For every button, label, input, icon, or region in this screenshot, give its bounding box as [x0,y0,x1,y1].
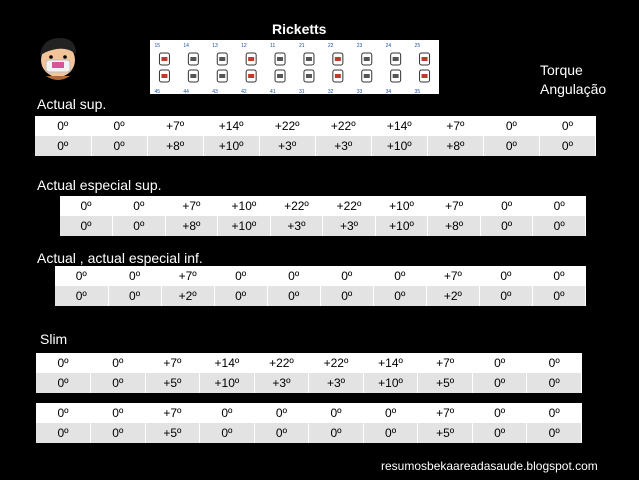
values-table [60,196,586,236]
table-cell: 0º [320,266,373,286]
footer-url: resumosbekaareadasaude.blogspot.com [381,459,598,473]
table-row [36,423,582,443]
bracket-slot-icon [306,57,312,61]
table-cell: +7º [165,196,218,216]
table-cell: +22º [315,116,371,136]
tooth-number-bottom: 41 [270,89,276,94]
table-cell: +22º [309,353,364,373]
table-row [35,136,596,156]
table-cell: +10º [375,216,428,236]
bracket-slot-icon [422,57,428,61]
bracket-slot-icon [393,74,399,78]
bracket-slot-icon [335,74,341,78]
bracket-slot-icon [277,57,283,61]
table-cell: 0º [113,216,166,236]
table-cell: +3º [254,373,309,393]
tooth-number-top: 24 [385,43,392,49]
tooth-number-top: 11 [270,43,276,49]
bracket-slot-icon [393,57,399,61]
table-cell: +7º [418,353,473,373]
bracket-slot-icon [364,57,370,61]
table-cell: 0º [483,116,539,136]
table-cell: +22º [270,196,323,216]
table-cell: 0º [479,266,532,286]
table-cell: +7º [145,403,200,423]
tooth-number-bottom: 35 [414,89,421,94]
table-cell: +10º [218,216,271,236]
table-cell: 0º [527,353,582,373]
table-cell: +3º [259,136,315,156]
table-cell: 0º [479,286,532,306]
table-cell: 0º [91,403,146,423]
tooth-number-bottom: 33 [356,89,363,94]
values-table [36,353,582,393]
table-cell: +10º [200,373,255,393]
table-cell: +7º [418,403,473,423]
table-cell: 0º [214,286,267,306]
section-label: Actual sup. [37,96,107,112]
table-cell: +7º [161,266,214,286]
table-cell: +2º [426,286,479,306]
table-cell: 0º [200,423,255,443]
bracket-slot-icon [248,74,254,78]
table-cell: +5º [145,423,200,443]
tooth-number-bottom: 34 [385,89,392,94]
table-cell: 0º [532,286,585,306]
legend-row2: Angulação [540,81,607,97]
table-cell: 0º [527,373,582,393]
table-cell: 0º [532,266,585,286]
table-row [35,116,596,136]
values-table [55,266,586,306]
table-cell: +14º [371,116,427,136]
table-cell: 0º [35,116,91,136]
section-label: Actual especial sup. [37,177,162,193]
page-title: Ricketts [272,21,327,37]
bracket-slot-icon [219,74,225,78]
table-cell: 0º [480,216,533,236]
table-cell: 0º [533,196,586,216]
table-cell: 0º [214,266,267,286]
table-cell: +10º [218,196,271,216]
table-cell: 0º [35,136,91,156]
table-cell: +7º [427,116,483,136]
table-cell: +10º [363,373,418,393]
table-cell: +8º [427,136,483,156]
table-cell: 0º [91,353,146,373]
tooth-number-top: 14 [183,43,189,49]
table-cell: +2º [161,286,214,306]
tooth-number-top: 21 [298,43,305,49]
tooth-number-top: 13 [212,43,218,49]
table-cell: +10º [375,196,428,216]
tooth-number-top: 22 [327,43,334,49]
bracket-slot-icon [219,57,225,61]
table-cell: +7º [147,116,203,136]
table-row [60,196,586,216]
table-row [36,403,582,423]
table-cell: 0º [363,423,418,443]
table-cell: 0º [363,403,418,423]
dentist-avatar-icon [32,32,84,84]
table-row [36,373,582,393]
table-cell: 0º [91,116,147,136]
table-cell: +5º [418,423,473,443]
tooth-number-bottom: 43 [212,89,218,94]
table-cell: 0º [200,403,255,423]
table-row [55,286,586,306]
table-cell: 0º [113,196,166,216]
section-label: Actual , actual especial inf. [37,250,203,266]
section-label: Slim [40,331,68,347]
table-cell: +14º [200,353,255,373]
table-cell: 0º [91,136,147,156]
bracket-slot-icon [306,74,312,78]
tooth-number-bottom: 32 [327,89,334,94]
table-cell: +5º [418,373,473,393]
tooth-number-top: 12 [241,43,247,49]
table-cell: +5º [145,373,200,393]
avatar [32,32,84,84]
values-table [35,116,596,156]
bracket-slot-icon [277,74,283,78]
bracket-slot-icon [161,57,167,61]
table-cell: 0º [472,353,527,373]
table-cell: 0º [373,266,426,286]
table-cell: 0º [373,286,426,306]
tooth-number-bottom: 44 [183,89,189,94]
table-cell: +10º [203,136,259,156]
table-cell: 0º [36,403,91,423]
table-cell: 0º [55,266,108,286]
table-cell: 0º [309,423,364,443]
table-cell: +22º [254,353,309,373]
table-cell: 0º [539,136,595,156]
table-cell: +8º [428,216,481,236]
table-cell: +7º [145,353,200,373]
table-cell: +3º [270,216,323,236]
table-cell: 0º [267,286,320,306]
table-cell: +10º [371,136,427,156]
table-cell: 0º [91,373,146,393]
table-cell: +3º [323,216,376,236]
table-cell: 0º [472,423,527,443]
bracket-slot-icon [364,74,370,78]
table-cell: +3º [315,136,371,156]
bracket-slot-icon [335,57,341,61]
table-cell: 0º [108,286,161,306]
tooth-number-bottom: 45 [154,89,161,94]
table-cell: +8º [165,216,218,236]
table-cell: 0º [472,373,527,393]
table-cell: +7º [426,266,479,286]
tooth-number-bottom: 31 [298,89,305,94]
table-cell: 0º [36,423,91,443]
table-cell: +14º [203,116,259,136]
table-cell: 0º [36,353,91,373]
table-cell: 0º [60,216,113,236]
tooth-number-top: 15 [154,43,161,49]
table-row [55,266,586,286]
table-cell: 0º [267,266,320,286]
table-cell: 0º [254,403,309,423]
table-cell: 0º [483,136,539,156]
values-table [36,403,582,443]
table-cell: 0º [91,423,146,443]
table-cell: +3º [309,373,364,393]
bracket-slot-icon [190,57,196,61]
bracket-slot-icon [161,74,167,78]
bracket-slot-icon [190,74,196,78]
table-cell: 0º [472,403,527,423]
table-cell: 0º [320,286,373,306]
table-cell: +7º [428,196,481,216]
table-cell: 0º [480,196,533,216]
table-cell: +22º [259,116,315,136]
table-cell: +14º [363,353,418,373]
tooth-chart [150,40,439,94]
table-row [60,216,586,236]
tooth-number-top: 25 [414,43,421,49]
tooth-number-top: 23 [356,43,363,49]
table-row [36,353,582,373]
legend-row1: Torque [540,62,583,78]
table-cell: +8º [147,136,203,156]
table-cell: 0º [309,403,364,423]
table-cell: 0º [254,423,309,443]
table-cell: 0º [527,423,582,443]
table-cell: 0º [108,266,161,286]
bracket-slot-icon [422,74,428,78]
table-cell: 0º [539,116,595,136]
table-cell: +22º [323,196,376,216]
tooth-number-bottom: 42 [241,89,247,94]
table-cell: 0º [55,286,108,306]
bracket-slot-icon [248,57,254,61]
table-cell: 0º [36,373,91,393]
table-cell: 0º [527,403,582,423]
tooth-chart-graphic [150,40,439,94]
table-cell: 0º [60,196,113,216]
table-cell: 0º [533,216,586,236]
